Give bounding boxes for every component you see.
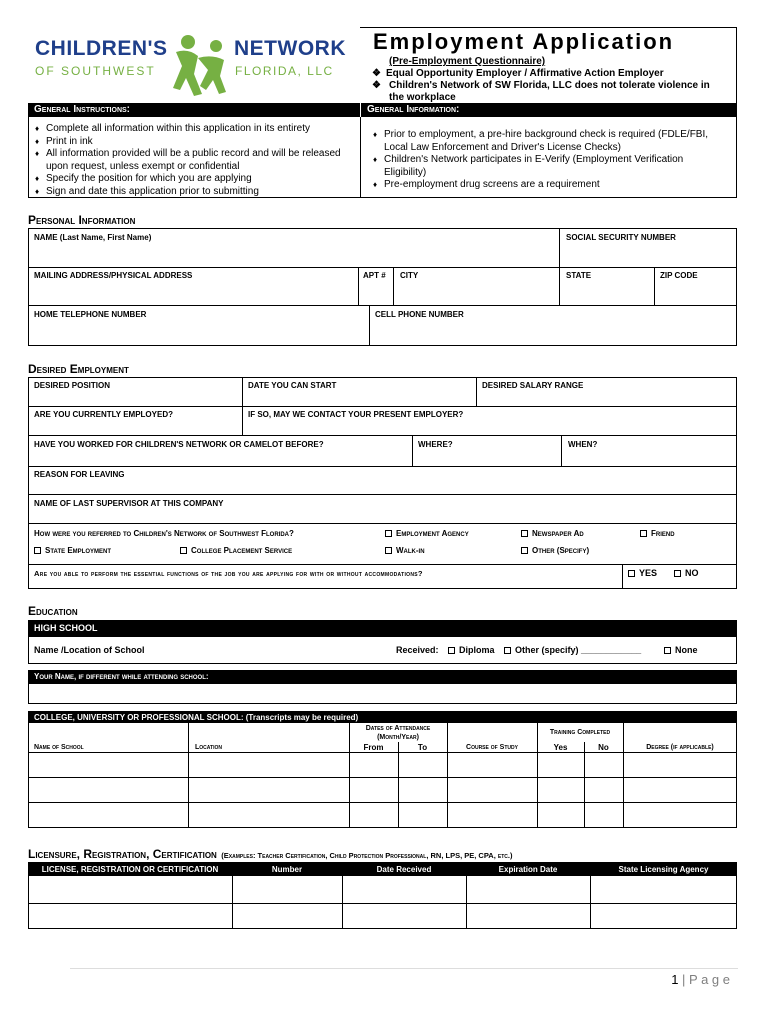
information-item: ♦ Pre-employment drug screens are a requirement bbox=[370, 179, 725, 192]
general-information-heading: General Information: bbox=[367, 104, 460, 115]
violence-statement: Children's Network of SW Florida, LLC does not tolerate violence in the workplace bbox=[389, 80, 710, 103]
licensure-heading bbox=[28, 845, 512, 863]
col-licensing-agency: State Licensing Agency bbox=[618, 865, 709, 874]
instructions-list bbox=[32, 123, 352, 198]
start-date-field[interactable]: DATE YOU CAN START bbox=[248, 381, 337, 390]
your-name-bar: Your Name, if different while attending school: bbox=[28, 670, 737, 683]
page-footer bbox=[620, 972, 730, 987]
school-name-location-field[interactable]: Name /Location of School bbox=[34, 645, 145, 655]
instruction-item: ♦ Specify the position for which you are applying bbox=[32, 173, 352, 186]
general-instructions-heading: General Instructions: bbox=[34, 104, 130, 115]
desired-employment-table bbox=[28, 377, 737, 589]
checkbox-icon[interactable] bbox=[674, 570, 681, 577]
referral-agency-option[interactable] bbox=[385, 529, 469, 538]
state-field[interactable]: STATE bbox=[566, 271, 592, 280]
reason-leaving-field[interactable]: REASON FOR LEAVING bbox=[34, 470, 125, 479]
checkbox-icon[interactable] bbox=[385, 530, 392, 537]
checkbox-icon[interactable] bbox=[34, 547, 41, 554]
when-field[interactable]: WHEN? bbox=[568, 440, 598, 449]
essential-yes-label: YES bbox=[639, 568, 658, 578]
desired-position-field[interactable]: DESIRED POSITION bbox=[34, 381, 111, 390]
referral-newspaper-option[interactable] bbox=[521, 529, 584, 538]
where-field[interactable]: WHERE? bbox=[418, 440, 453, 449]
training-completed-header: Training Completed bbox=[549, 729, 611, 736]
checkbox-icon[interactable] bbox=[664, 647, 671, 654]
city-field[interactable]: CITY bbox=[400, 271, 419, 280]
col-course-of-study: Course of Study bbox=[466, 744, 518, 751]
col-school-name: Name of School bbox=[34, 744, 84, 751]
ssn-field[interactable]: SOCIAL SECURITY NUMBER bbox=[566, 233, 676, 242]
licensure-title: Licensure, Registration, Certification bbox=[28, 847, 217, 861]
cell-phone-field[interactable]: CELL PHONE NUMBER bbox=[375, 310, 464, 319]
apt-field[interactable]: APT # bbox=[363, 271, 386, 280]
education-heading: Education bbox=[28, 604, 78, 618]
instruction-item: ♦ Complete all information within this application in its entirety bbox=[32, 123, 352, 136]
other-specify-label: Other (specify) ____________ bbox=[515, 645, 642, 655]
checkbox-icon[interactable] bbox=[385, 547, 392, 554]
children-figures-icon bbox=[168, 30, 236, 100]
checkbox-icon[interactable] bbox=[640, 530, 647, 537]
your-name-field[interactable] bbox=[28, 683, 737, 704]
referral-state-label: State Employment bbox=[45, 546, 112, 555]
diploma-option[interactable] bbox=[448, 645, 495, 655]
col-expiration: Expiration Date bbox=[498, 865, 558, 874]
personal-info-table bbox=[28, 228, 737, 346]
checkbox-icon[interactable] bbox=[504, 647, 511, 654]
form-title: Employment Application bbox=[373, 29, 675, 54]
address-field[interactable]: MAILING ADDRESS/PHYSICAL ADDRESS bbox=[34, 271, 193, 280]
checkbox-icon[interactable] bbox=[180, 547, 187, 554]
logo-text-florida: FLORIDA, LLC bbox=[235, 64, 334, 78]
referral-walkin-option[interactable] bbox=[385, 546, 425, 555]
contact-employer-field[interactable]: IF SO, MAY WE CONTACT YOUR PRESENT EMPLOYER? bbox=[248, 410, 464, 419]
salary-range-field[interactable]: DESIRED SALARY RANGE bbox=[482, 381, 584, 390]
information-item: ♦ Prior to employment, a pre-hire background check is required (FDLE/FBI, Local Law Enforcement and Driver's License Checks) bbox=[370, 129, 725, 154]
logo-text-network: NETWORK bbox=[234, 37, 346, 60]
instruction-item: ♦ All information provided will be a public record and will be released upon request, unless exempt or confidential bbox=[32, 148, 352, 173]
referral-newspaper-label: Newspaper Ad bbox=[532, 529, 584, 538]
worked-before-field[interactable]: HAVE YOU WORKED FOR CHILDREN'S NETWORK OR CAMELOT BEFORE? bbox=[34, 440, 324, 449]
header-bullet-2 bbox=[372, 80, 722, 104]
received-label: Received: bbox=[396, 645, 439, 655]
col-from: From bbox=[363, 743, 384, 752]
college-bar: COLLEGE, UNIVERSITY OR PROFESSIONAL SCHOOL: (Transcripts may be required) bbox=[28, 711, 737, 723]
information-list bbox=[370, 129, 725, 192]
logo-text-childrens: CHILDREN'S bbox=[35, 37, 168, 60]
essential-no-option[interactable] bbox=[674, 568, 699, 578]
home-phone-field[interactable]: HOME TELEPHONE NUMBER bbox=[34, 310, 147, 319]
footer-rule bbox=[70, 968, 738, 969]
col-yes: Yes bbox=[553, 743, 568, 752]
name-field[interactable]: NAME (Last Name, First Name) bbox=[34, 233, 152, 242]
referral-agency-label: Employment Agency bbox=[396, 529, 469, 538]
eeo-statement: Equal Opportunity Employer / Affirmative Action Employer bbox=[386, 68, 664, 79]
none-option[interactable] bbox=[664, 645, 698, 655]
desired-employment-heading: Desired Employment bbox=[28, 362, 129, 376]
none-label: None bbox=[675, 645, 698, 655]
col-location: Location bbox=[195, 744, 222, 751]
col-number: Number bbox=[271, 865, 303, 874]
licensure-examples: (Examples: Teacher Certification, Child Protection Professional, RN, LPS, PE, CPA, etc.) bbox=[221, 851, 513, 860]
essential-yes-option[interactable] bbox=[628, 568, 657, 578]
checkbox-icon[interactable] bbox=[521, 547, 528, 554]
instruction-item: ♦ Sign and date this application prior to submitting bbox=[32, 186, 352, 199]
col-license: LICENSE, REGISTRATION OR CERTIFICATION bbox=[41, 865, 219, 874]
instruction-item: ♦ Print in ink bbox=[32, 136, 352, 149]
col-date-received: Date Received bbox=[376, 865, 432, 874]
referral-college-option[interactable] bbox=[180, 546, 292, 555]
checkbox-icon[interactable] bbox=[628, 570, 635, 577]
general-instructions-bar bbox=[28, 103, 360, 117]
diamond-bullet-icon: ❖ bbox=[372, 80, 381, 91]
essential-no-label: NO bbox=[685, 568, 699, 578]
col-to: To bbox=[417, 743, 428, 752]
referral-other-label: Other (Specify) bbox=[532, 546, 590, 555]
zip-field[interactable]: ZIP CODE bbox=[660, 271, 698, 280]
logo-text-southwest: OF SOUTHWEST bbox=[35, 64, 156, 78]
page-label: | P a g e bbox=[682, 972, 730, 987]
diamond-bullet-icon: ❖ bbox=[372, 68, 381, 79]
personal-info-heading: Personal Information bbox=[28, 213, 136, 227]
diploma-label: Diploma bbox=[459, 645, 495, 655]
col-no: No bbox=[598, 743, 609, 752]
referral-friend-option[interactable] bbox=[640, 529, 675, 538]
referral-other-option[interactable] bbox=[521, 546, 589, 555]
form-subtitle: (Pre-Employment Questionnaire) bbox=[389, 56, 546, 67]
information-item: ♦ Children's Network participates in E-Verify (Employment Verification Eligibility) bbox=[370, 154, 725, 179]
referral-state-option[interactable] bbox=[34, 546, 111, 555]
header-bullet-1 bbox=[372, 68, 664, 79]
last-supervisor-field[interactable]: NAME OF LAST SUPERVISOR AT THIS COMPANY bbox=[34, 499, 224, 508]
other-specify-option[interactable] bbox=[504, 645, 641, 655]
referral-friend-label: Friend bbox=[651, 529, 675, 538]
high-school-bar: HIGH SCHOOL bbox=[28, 620, 737, 636]
essential-functions-question: Are you able to perform the essential functions of the job you are applying for with or without accommodations? bbox=[34, 569, 423, 578]
company-logo bbox=[30, 30, 355, 102]
referral-walkin-label: Walk-in bbox=[396, 546, 425, 555]
page-number: 1 bbox=[671, 972, 679, 987]
general-information-bar bbox=[361, 103, 737, 117]
month-year-header: (Month/Year) bbox=[377, 734, 419, 741]
referral-question: How were you referred to Children's Network of Southwest Florida? bbox=[34, 529, 294, 538]
col-degree: Degree (if applicable) bbox=[646, 744, 714, 751]
referral-college-label: College Placement Service bbox=[191, 546, 293, 555]
dates-attendance-header: Dates of Attendance bbox=[365, 725, 431, 732]
currently-employed-field[interactable]: ARE YOU CURRENTLY EMPLOYED? bbox=[34, 410, 173, 419]
checkbox-icon[interactable] bbox=[521, 530, 528, 537]
checkbox-icon[interactable] bbox=[448, 647, 455, 654]
